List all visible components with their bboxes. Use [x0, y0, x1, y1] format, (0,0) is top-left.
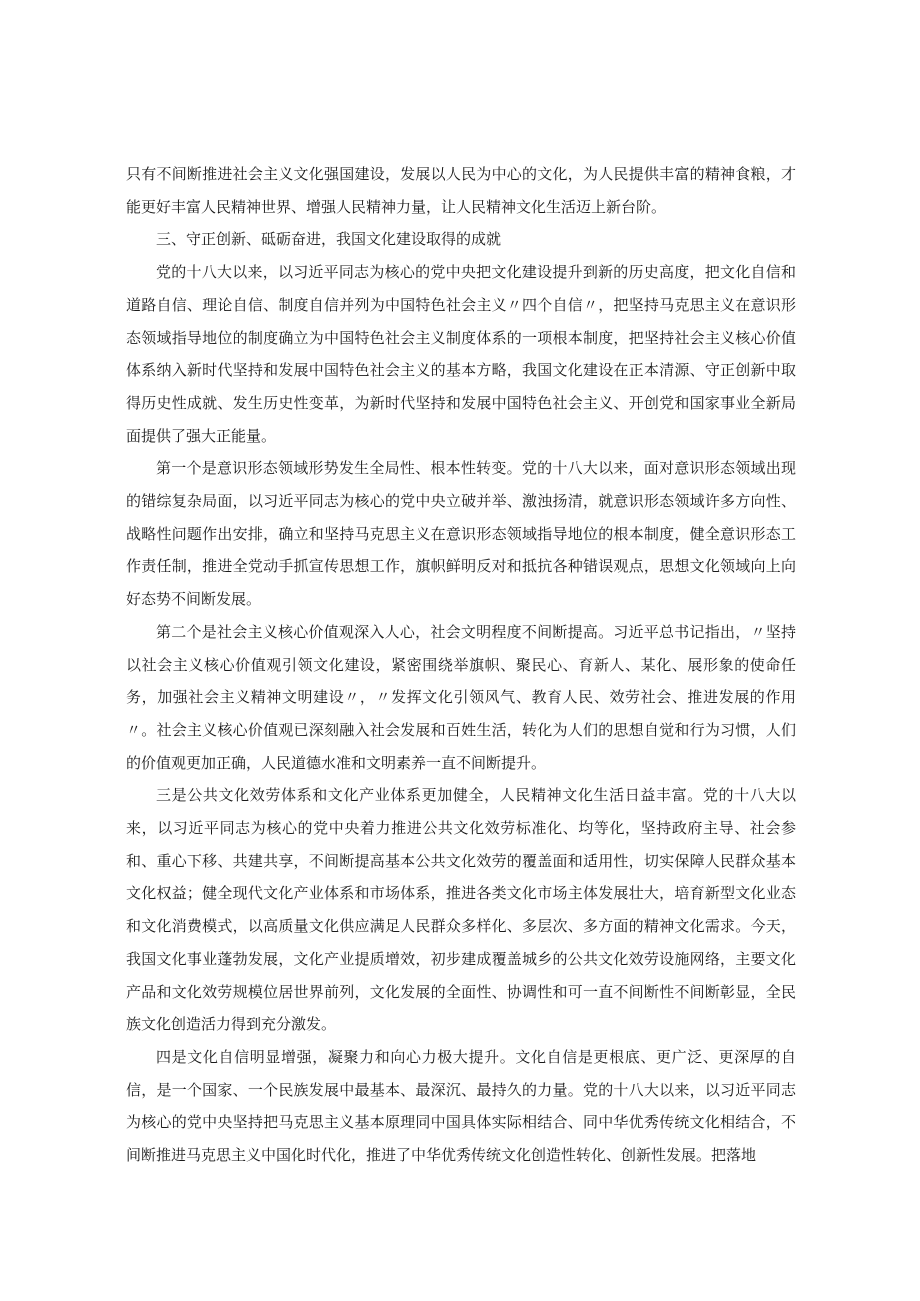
paragraph-continuation: 只有不间断推进社会主义文化强国建设，发展以人民为中心的文化，为人民提供丰富的精神食粮，才能更好丰富人民精神世界、增强人民精神力量，让人民精神文化生活迈上新台阶。	[126, 165, 796, 216]
paragraph-point-3: 三是公共文化效劳体系和文化产业体系更加健全，人民精神文化生活日益丰富。党的十八大以来，以习近平同志为核心的党中央着力推进公共文化效劳标准化、均等化，坚持政府主导、社会参和、重心下移、共建共享，不间断提高基本公共文化效劳的覆盖面和适用性，切实保障人民群众基本文化权益；健全现代文化产业体系和市场体系，推进各类文化市场主体发展壮大，培育新型文化业态和文化消费模式，以高质量文化供应满足人民群众多样化、多层次、多方面的精神文化需求。今天，我国文化事业蓬勃发展，文化产业提质增效，初步建成覆盖城乡的公共文化效劳设施网络，主要文化产品和文化效劳规模位居世界前列，文化发展的全面性、协调性和可一直不间断性不间断彰显，全民族文化创造活力得到充分激发。	[126, 786, 796, 1034]
paragraph-point-2: 第二个是社会主义核心价值观深入人心，社会文明程度不间断提高。习近平总书记指出，〃坚持以社会主义核心价值观引领文化建设，紧密围绕举旗帜、聚民心、育新人、某化、展形象的使命任务，加强社会主义精神文明建设〃，〃发挥文化引领风气、教育人民、效劳社会、推进发展的作用〃。社会主义核心价值观已深刻融入社会发展和百姓生活，转化为人们的思想自觉和行为习惯，人们的价值观更加正确，人民道德水准和文明素养一直不间断提升。	[126, 622, 796, 772]
paragraph-point-4: 四是文化自信明显增强，凝聚力和向心力极大提升。文化自信是更根底、更广泛、更深厚的自信，是一个国家、一个民族发展中最基本、最深沉、最持久的力量。党的十八大以来，以习近平同志为核心的党中央坚持把马克思主义基本原理同中国具体实际相结合、同中华优秀传统文化相结合，不间断推进马克思主义中国化时代化，推进了中华优秀传统文化创造性转化、创新性发展。把落地	[126, 1047, 796, 1165]
paragraph-intro: 党的十八大以来，以习近平同志为核心的党中央把文化建设提升到新的历史高度，把文化自信和道路自信、理论自信、制度自信并列为中国特色社会主义〃四个自信〃，把坚持马克思主义在意识形态领域指导地位的制度确立为中国特色社会主义制度体系的一项根本制度，把坚持社会主义核心价值体系纳入新时代坚持和发展中国特色社会主义的基本方略，我国文化建设在正本清源、守正创新中取得历史性成就、发生历史性变革，为新时代坚持和发展中国特色社会主义、开创党和国家事业全新局面提供了强大正能量。	[126, 263, 796, 445]
paragraph-point-1: 第一个是意识形态领域形势发生全局性、根本性转变。党的十八大以来，面对意识形态领域出现的错综复杂局面，以习近平同志为核心的党中央立破并举、激浊扬清，就意识形态领域许多方向性、战略性问题作出安排，确立和坚持马克思主义在意识形态领域指导地位的根本制度，健全意识形态工作责任制，推进全党动手抓宣传思想工作，旗帜鲜明反对和抵抗各种错误观点，思想文化领域向上向好态势不间断发展。	[126, 459, 796, 609]
document-page	[126, 158, 796, 1172]
section-heading: 三、守正创新、砥砺奋进，我国文化建设取得的成就	[156, 230, 502, 249]
